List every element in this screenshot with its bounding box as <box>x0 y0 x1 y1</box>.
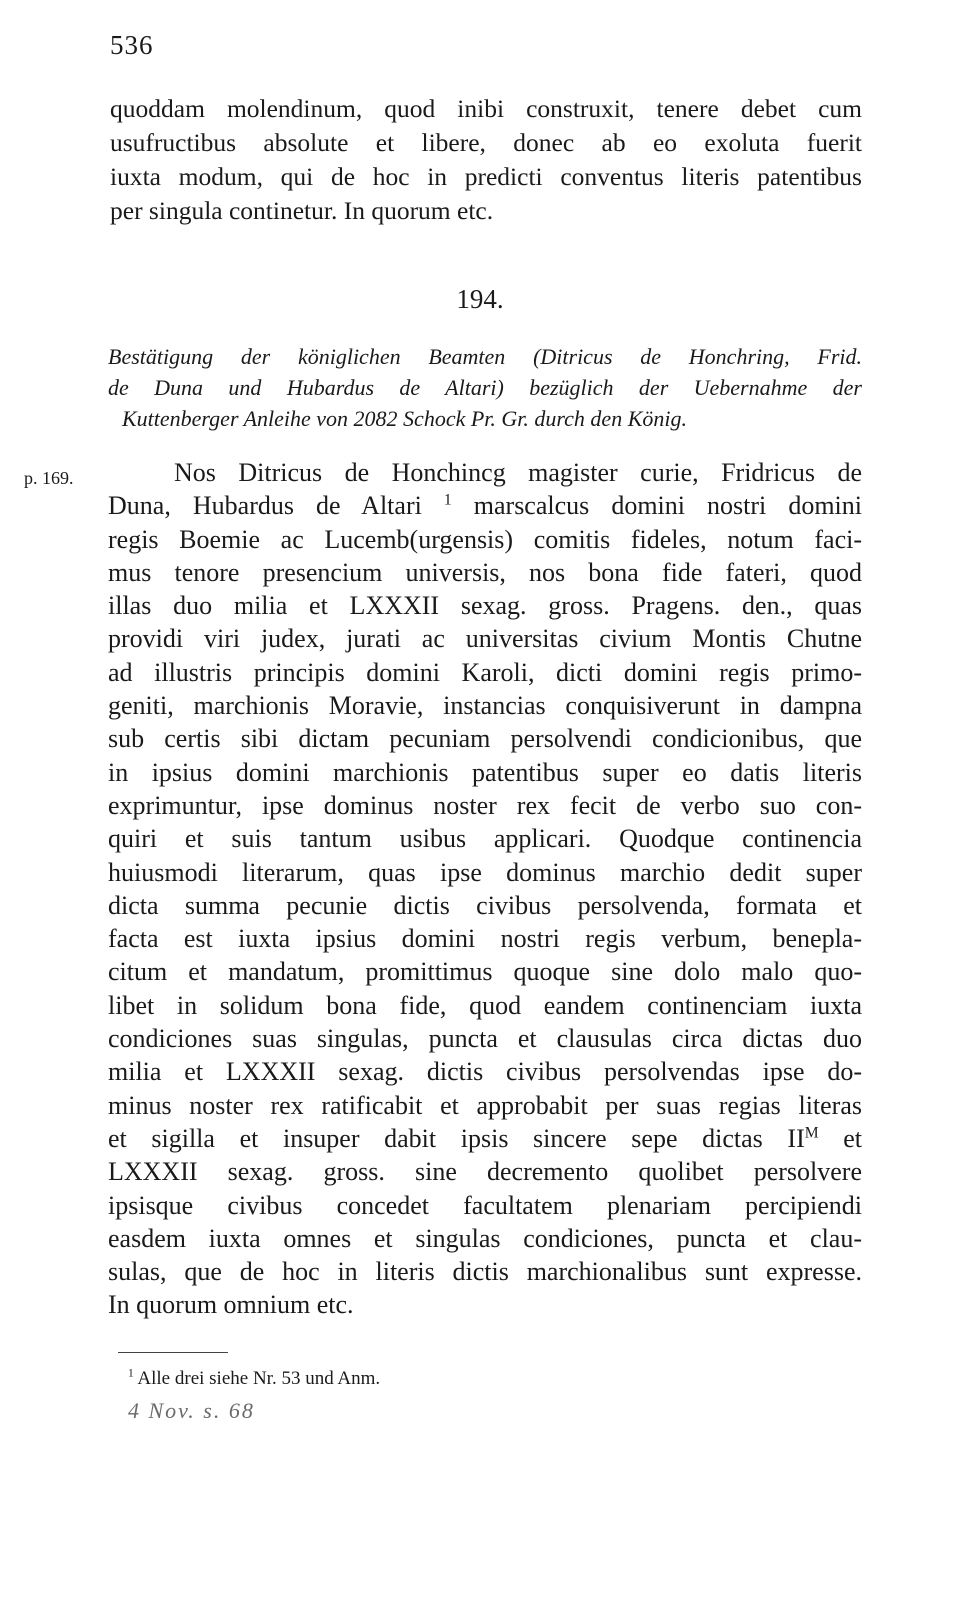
text-line: dicta summa pecunie dictis civibus persolvenda, formata et <box>108 890 862 920</box>
text-fragment: marscalcus domini nostri domini <box>473 491 863 521</box>
superscript: M <box>804 1124 819 1142</box>
document-number: 194. <box>456 284 504 314</box>
footnote-text: Alle drei siehe Nr. 53 und Anm. <box>137 1368 381 1389</box>
text-line <box>108 1122 862 1155</box>
text-fragment: et sigilla et insuper dabit ipsis sincere sepe dictas II <box>108 1123 805 1153</box>
text-line: minus noster rex ratificabit et approbabit per suas regias literas <box>108 1090 862 1120</box>
footnote <box>128 1368 380 1390</box>
text-line: quiri et suis tantum usibus applicari. Quodque continencia <box>108 824 862 854</box>
text-line: Nos Ditricus de Honchincg magister curie, Fridricus de <box>174 458 862 487</box>
text-line: sub certis sibi dictam pecuniam persolvendi condicionibus, que <box>108 724 862 754</box>
page-number: 536 <box>110 30 154 60</box>
text-line: In quorum omnium etc. <box>108 1290 354 1320</box>
text-line: iuxta modum, qui de hoc in predicti conventus literis patentibus <box>110 162 862 191</box>
text-line: geniti, marchionis Moravie, instancias conquisiverunt in dampna <box>108 691 862 721</box>
footnote-marker: 1 <box>128 1367 134 1380</box>
text-line: sulas, que de hoc in literis dictis marchionalibus sunt expresse. <box>108 1257 862 1287</box>
text-line: citum et mandatum, promittimus quoque sine dolo malo quo- <box>108 957 862 987</box>
heading-line: Kuttenberger Anleihe von 2082 Schock Pr. Gr. durch den König. <box>122 406 687 431</box>
text-line: regis Boemie ac Lucemb(urgensis) comitis fideles, notum faci- <box>108 524 862 554</box>
footnote-marker: 1 <box>443 491 452 509</box>
text-line: mus tenore presencium universis, nos bona fide fateri, quod <box>108 557 862 587</box>
footnote-divider <box>118 1352 228 1353</box>
text-line: illas duo milia et LXXXII sexag. gross. Pragens. den., quas <box>108 591 862 621</box>
body-paragraph <box>108 456 862 1322</box>
text-line: per singula continetur. In quorum etc. <box>110 196 494 225</box>
text-line: huiusmodi literarum, quas ipse dominus marchio dedit super <box>108 857 862 887</box>
document-heading <box>108 341 862 434</box>
text-fragment: Duna, Hubardus de Altari <box>108 491 422 521</box>
text-line: condiciones suas singulas, puncta et clausulas circa dictas duo <box>108 1024 862 1054</box>
text-line: usufructibus absolute et libere, donec ab eo exoluta fuerit <box>110 128 862 157</box>
text-line: facta est iuxta ipsius domini nostri regis verbum, benepla- <box>108 924 862 954</box>
text-line: ad illustris principis domini Karoli, dicti domini regis primo- <box>108 657 862 687</box>
text-line: ipsisque civibus concedet facultatem plenariam percipiendi <box>108 1190 862 1220</box>
text-fragment: et <box>843 1123 863 1153</box>
text-line: LXXXII sexag. gross. sine decremento quolibet persolvere <box>108 1157 862 1187</box>
intro-paragraph <box>110 92 862 228</box>
heading-line: de Duna und Hubardus de Altari) bezüglich der Uebernahme der <box>108 375 862 400</box>
handwritten-note: 4 Nov. s. 68 <box>128 1398 255 1423</box>
margin-note: p. 169. <box>24 468 74 488</box>
text-line: easdem iuxta omnes et singulas condiciones, puncta et clau- <box>108 1223 862 1253</box>
text-line: providi viri judex, jurati ac universitas civium Montis Chutne <box>108 624 862 654</box>
text-line: in ipsius domini marchionis patentibus super eo datis literis <box>108 757 862 787</box>
text-line: exprimuntur, ipse dominus noster rex fecit de verbo suo con- <box>108 790 862 820</box>
text-line: quoddam molendinum, quod inibi construxit, tenere debet cum <box>110 94 862 123</box>
text-line: libet in solidum bona fide, quod eandem continenciam iuxta <box>108 990 862 1020</box>
text-line: milia et LXXXII sexag. dictis civibus persolvendas ipse do- <box>108 1057 862 1087</box>
text-line <box>108 489 862 522</box>
heading-line: Bestätigung der königlichen Beamten (Ditricus de Honchring, Frid. <box>108 344 862 369</box>
